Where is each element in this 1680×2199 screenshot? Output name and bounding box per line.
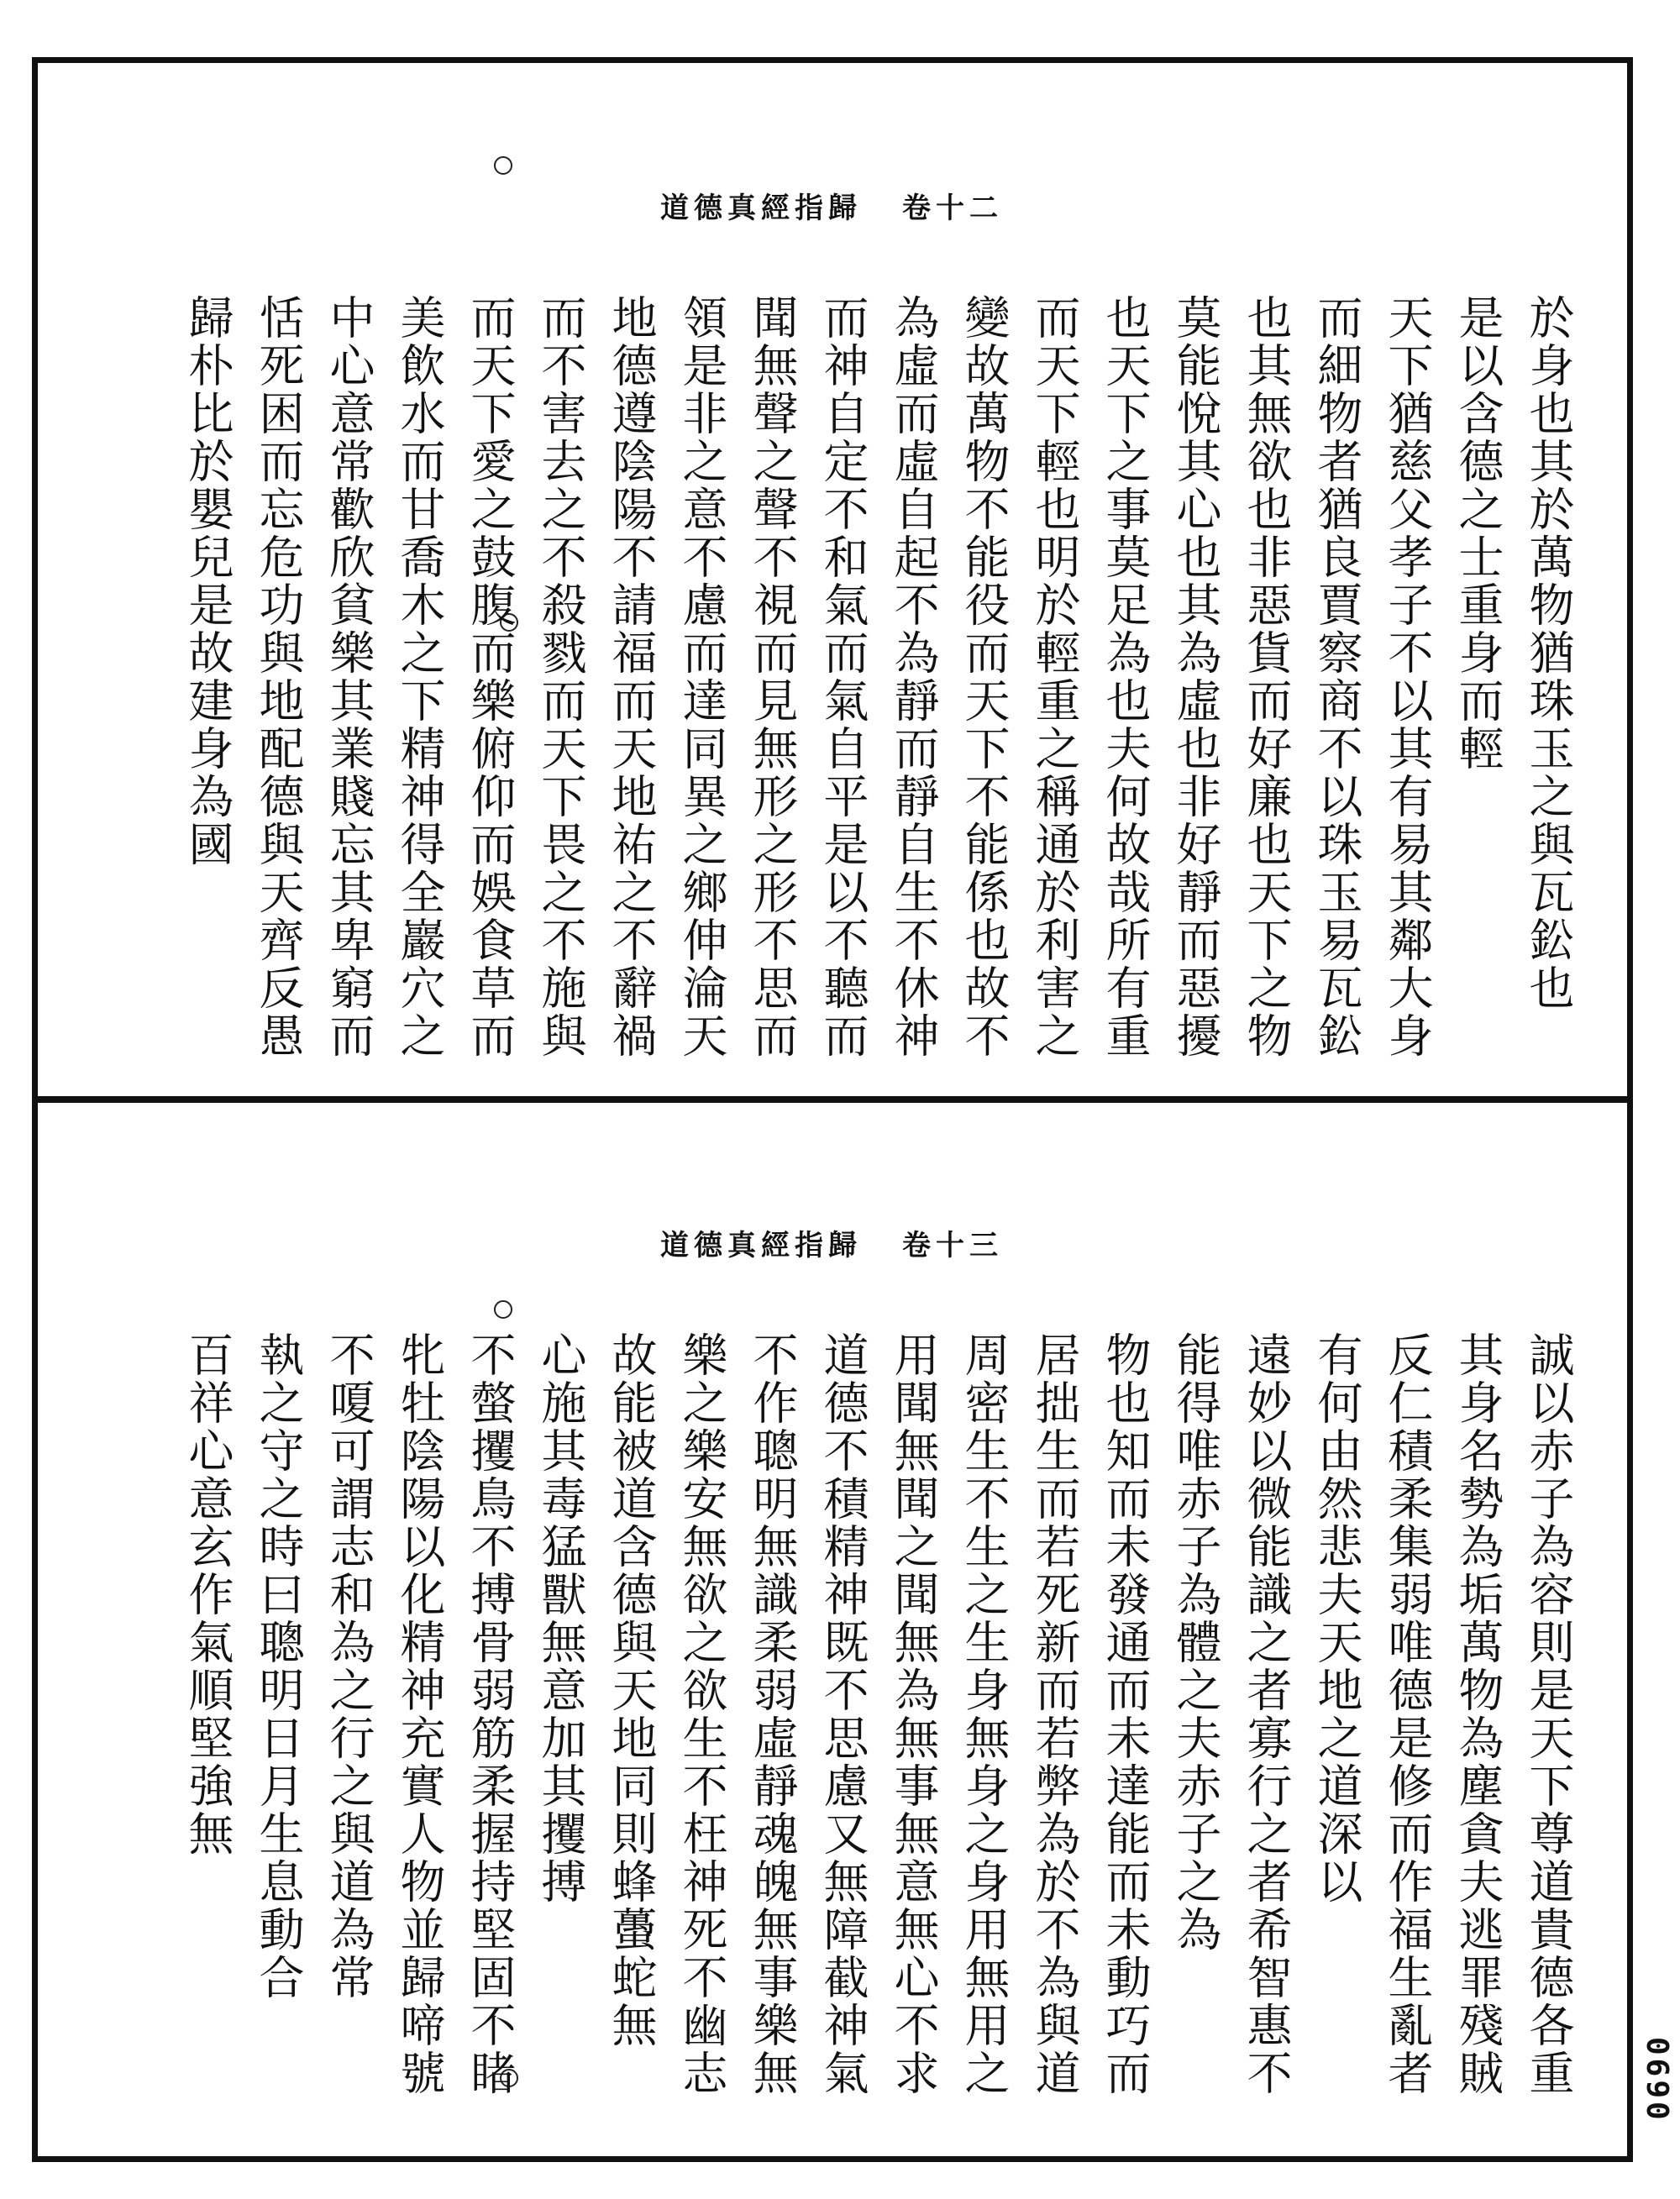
text-column: 地德遵陰陽不請福而天地祐之不辭禍: [605, 294, 658, 1060]
text-column: 能得唯赤子為體之夫赤子之為: [1169, 1331, 1222, 1954]
text-column: 道德不積精神既不思慮又無障截神氣: [816, 1331, 869, 2097]
text-column: 變故萬物不能役而天下不能係也故不: [958, 294, 1011, 1060]
circle-mark: [494, 156, 512, 175]
text-column: 莫能悅其心也其為虛也非好靜而惡擾: [1169, 294, 1222, 1060]
text-column: 是以含德之士重身而輕: [1452, 294, 1504, 773]
header-volume: 卷十二: [902, 192, 1003, 225]
text-column: 誠以赤子為容則是天下尊道貴德各重: [1522, 1331, 1575, 2097]
bottom-panel: [46, 1109, 1617, 2154]
text-column: 於身也其於萬物猶珠玉之與瓦鈆也: [1522, 294, 1575, 1012]
text-column: 牝牡陰陽以化精神充實人物並歸啼號: [393, 1331, 446, 2097]
header-book-title: 道德真經指歸: [660, 192, 862, 225]
text-column: 為虛而虛自起不為靜而靜自生不休神: [887, 294, 940, 1060]
text-column: 樂之樂安無欲之欲生不枉神死不幽志: [675, 1331, 728, 2097]
text-column: 心施其毒猛獸無意加其攫搏: [534, 1331, 587, 1906]
text-column: 美飲水而甘喬木之下精神得全巖穴之: [393, 294, 446, 1060]
text-column: 領是非之意不慮而達同異之鄉伸淪天: [675, 294, 728, 1060]
text-column: 周密生不生之生身無身之身用無用之: [958, 1331, 1011, 2097]
text-column: 遠妙以微能識之者寡行之者希智惠不: [1240, 1331, 1293, 2097]
running-header: [46, 185, 1617, 226]
text-column: 中心意常歡欣貧樂其業賤忘其卑窮而: [323, 294, 375, 1060]
text-column: 天下猶慈父孝子不以其有易其鄰大身: [1381, 294, 1434, 1060]
text-column: 執之守之時曰聰明日月生息動合: [252, 1331, 305, 2002]
text-column: 而天下愛之鼓腹而樂俯仰而娛食草而: [464, 294, 517, 1060]
text-column: 而神自定不和氣而氣自平是以不聽而: [816, 294, 869, 1060]
text-column: 不嗄可謂志和為之行之與道為常: [323, 1331, 375, 2002]
text-column: 故能被道含德與天地同則蜂蠆蛇無: [605, 1331, 658, 2049]
text-column: 物也知而未發通而未達能而未動巧而: [1099, 1331, 1152, 2097]
text-column: 也天下之事莫足為也夫何故哉所有重: [1099, 294, 1152, 1060]
header-volume: 卷十三: [902, 1229, 1003, 1262]
text-column: 不作聰明無識柔弱虛靜魂魄無事樂無: [746, 1331, 799, 2097]
text-column: 有何由然悲夫天地之道深以: [1310, 1331, 1363, 1906]
text-column: 恬死困而忘危功與地配德與天齊反愚: [252, 294, 305, 1060]
page-number: 0690: [1640, 2037, 1674, 2123]
header-book-title: 道德真經指歸: [660, 1229, 862, 1262]
text-column: 歸朴比於嬰兒是故建身為國: [181, 294, 234, 869]
circle-mark: [494, 1300, 512, 1319]
text-column: 也其無欲也非惡貨而好廉也天下之物: [1240, 294, 1293, 1060]
text-column: 而不害去之不殺戮而天下畏之不施與: [534, 294, 587, 1060]
text-column: 聞無聲之聲不視而見無形之形不思而: [746, 294, 799, 1060]
text-column: 其身名勢為垢萬物為塵貪夫逃罪殘賊: [1452, 1331, 1504, 2097]
text-column: 不螫攫鳥不搏骨弱筋柔握持堅固不睹: [464, 1331, 517, 2097]
text-column: 用聞無聞之聞無為無事無意無心不求: [887, 1331, 940, 2097]
text-columns: [172, 294, 1583, 1117]
text-column: 居拙生而若死新而若弊為於不為與道: [1028, 1331, 1081, 2097]
text-columns: [172, 1331, 1583, 2121]
top-panel: [46, 76, 1617, 1092]
text-column: 百祥心意玄作氣順堅強無: [181, 1331, 234, 1858]
text-column: 而天下輕也明於輕重之稱通於利害之: [1028, 294, 1081, 1060]
text-column: 而細物者猶良賈察商不以珠玉易瓦鈆: [1310, 294, 1363, 1060]
running-header: [46, 1222, 1617, 1263]
text-column: 反仁積柔集弱唯德是修而作福生亂者: [1381, 1331, 1434, 2097]
